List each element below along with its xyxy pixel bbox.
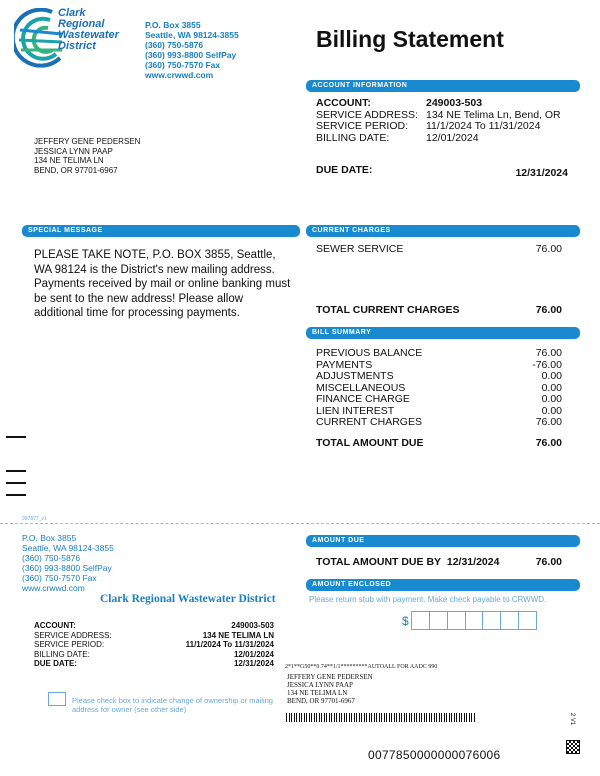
customer-address: JEFFERY GENE PEDERSEN JESSICA LYNN PAAP 134 NE TELIMA LN BEND, OR 97701-6967: [34, 137, 141, 175]
tear-line: [0, 523, 600, 524]
list-item: LIEN INTEREST 0.00: [316, 404, 562, 417]
list-item: ADJUSTMENTS 0.00: [316, 370, 562, 382]
stub-district-name: Clark Regional Wastewater District: [100, 593, 276, 605]
scanline: 0077850000000076006: [368, 748, 501, 762]
total-amount-due: TOTAL AMOUNT DUE 76.00: [316, 437, 562, 449]
page-title: Billing Statement: [316, 26, 504, 52]
list-item: PAYMENTS -76.00: [316, 358, 562, 371]
bill-summary-header: BILL SUMMARY: [306, 327, 580, 339]
amount-due-header: AMOUNT DUE: [306, 535, 580, 547]
list-item: FINANCE CHARGE 0.00: [316, 393, 562, 405]
stub-amount-due: TOTAL AMOUNT DUE BY 12/31/2024 76.00: [316, 556, 562, 568]
registration-mark: [6, 470, 26, 472]
side-code: 2 V1: [569, 712, 576, 726]
qr-code-icon: [566, 740, 580, 754]
amount-enclosed-note: Please return stub with payment. Make check payable to CRWWD.: [309, 595, 547, 604]
amount-enclosed-header: AMOUNT ENCLOSED: [306, 579, 580, 591]
ownership-change-note: Please check box to indicate change of ownership or mailing address for owner (see other side): [72, 696, 273, 714]
current-charges-header: CURRENT CHARGES: [306, 225, 580, 237]
district-contact: P.O. Box 3855 Seattle, WA 98124-3855 (360) 750-5876 (360) 993-8800 SelfPay (360) 750-7570 Fax www.crwwd.com: [145, 20, 239, 80]
charge-item: SEWER SERVICE 76.00: [316, 243, 562, 255]
district-logo-icon: [14, 8, 64, 70]
district-logo-text: Clark Regional Wastewater District: [58, 7, 119, 52]
mailing-address: JEFFERY GENE PEDERSEN JESSICA LYNN PAAP 134 NE TELIMA LN BEND, OR 97701-6967: [287, 673, 373, 705]
postal-barcode-icon: [286, 713, 476, 722]
amount-enclosed-input[interactable]: [411, 611, 537, 630]
special-message-header: SPECIAL MESSAGE: [22, 225, 300, 237]
due-date: DUE DATE: 12/31/2024: [316, 164, 568, 179]
registration-mark: [6, 436, 26, 438]
registration-mark: [6, 494, 26, 496]
bill-summary-list: [316, 348, 562, 429]
stub-district-contact: P.O. Box 3855 Seattle, WA 98124-3855 (360) 750-5876 (360) 993-8800 SelfPay (360) 750-7570 Fax www.crwwd.com: [22, 533, 114, 593]
account-info: ACCOUNT: 249003-503 SERVICE ADDRESS: 134 NE Telima Ln, Bend, OR SERVICE PERIOD: 11/1/2024 To 11/31/2024 BILLING DATE: 12/01/2024: [316, 97, 561, 144]
total-current-charges: TOTAL CURRENT CHARGES 76.00: [316, 304, 562, 316]
dollar-sign: $: [402, 614, 409, 628]
account-info-header: ACCOUNT INFORMATION: [306, 80, 580, 92]
list-item: CURRENT CHARGES 76.00: [316, 416, 562, 428]
stub-account-info: ACCOUNT: 249003-503 SERVICE ADDRESS: 134 NE TELIMA LN SERVICE PERIOD: 11/1/2024 To 11/31/2024 BILLING DATE: 12/01/2024 DUE DATE: 12/31/2024: [34, 621, 274, 668]
stub-code: 997877_v1: [22, 516, 47, 522]
list-item: PREVIOUS BALANCE 76.00: [316, 347, 562, 359]
registration-mark: [6, 482, 26, 484]
ownership-change-checkbox[interactable]: [48, 692, 66, 706]
mailing-code: 2*1**G50**0.74**1/1*********AUTOALL FOR AADC 990: [285, 664, 438, 670]
special-message-text: PLEASE TAKE NOTE, P.O. BOX 3855, Seattle, WA 98124 is the District's new mailing address. Payments received by mail or online banking must be sent to the new address! Please allow additional time for processing payments.: [34, 249, 291, 319]
list-item: MISCELLANEOUS 0.00: [316, 381, 562, 394]
